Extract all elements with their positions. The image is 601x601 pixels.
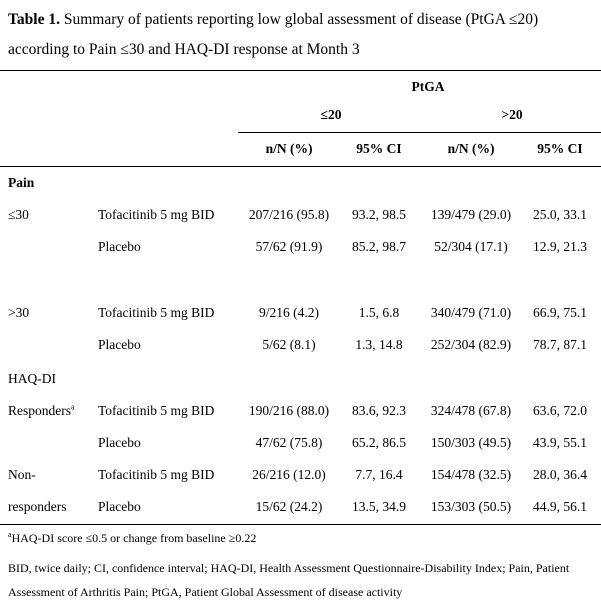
cell-ci-le20: 85.2, 98.7: [352, 239, 406, 254]
cell-ci-le20: 65.2, 86.5: [352, 435, 406, 450]
cell-nn-gt20: 324/478 (67.8): [430, 403, 512, 418]
abbreviations-line-1: BID, twice daily; CI, confidence interval; HAQ-DI, Health Assessment Questionnaire-Disability Index; Pain, Patient: [8, 561, 570, 575]
cell-ci-gt20: 12.9, 21.3: [533, 239, 587, 254]
top-rule: [0, 70, 601, 71]
cell-nn-gt20: 153/303 (50.5): [430, 499, 512, 514]
row-category: Non-: [8, 467, 36, 482]
cell-nn-le20: 15/62 (24.2): [255, 499, 323, 514]
cell-nn-gt20: 154/478 (32.5): [430, 467, 512, 482]
row-category: ≤30: [8, 207, 29, 222]
cell-nn-gt20: 52/304 (17.1): [434, 239, 508, 254]
table-title: [8, 12, 538, 28]
cell-ci-le20: 93.2, 98.5: [352, 207, 406, 222]
row-treatment: Placebo: [98, 239, 141, 254]
cell-nn-gt20: 139/479 (29.0): [430, 207, 512, 222]
col-header-ci-2: 95% CI: [537, 141, 583, 156]
abbreviations-line-2: Assessment of Arthritis Pain; PtGA, Patient Global Assessment of disease activity: [8, 585, 403, 599]
table-label: Table 1.: [8, 11, 60, 28]
cell-ci-gt20: 63.6, 72.0: [533, 403, 587, 418]
cell-nn-le20: 26/216 (12.0): [252, 467, 326, 482]
cell-ci-le20: 83.6, 92.3: [352, 403, 406, 418]
col-header-nn-1: n/N (%): [265, 141, 313, 156]
footnote: $^a$HAQ-DI score ≤0.5 or change from baseline ≥0.22: [8, 530, 257, 545]
cell-nn-le20: 5/62 (8.1): [262, 337, 316, 352]
cell-ci-le20: 1.3, 14.8: [355, 337, 403, 352]
row-treatment: Tofacitinib 5 mg BID: [98, 403, 215, 418]
cell-ci-gt20: 66.9, 75.1: [533, 305, 587, 320]
row-category: >30: [8, 305, 30, 320]
row-treatment: Placebo: [98, 499, 141, 514]
section-haq-di: HAQ-DI: [8, 371, 56, 386]
row-category: responders: [8, 499, 67, 514]
row-treatment: Placebo: [98, 435, 141, 450]
subgroup-header-gt20: >20: [501, 107, 523, 122]
bottom-rule: [0, 524, 601, 525]
row-treatment: Placebo: [98, 337, 141, 352]
group-header-ptga: PtGA: [411, 79, 445, 94]
cell-nn-gt20: 252/304 (82.9): [430, 337, 512, 352]
cell-ci-gt20: 43.9, 55.1: [533, 435, 587, 450]
cell-nn-le20: 207/216 (95.8): [248, 207, 330, 222]
cell-nn-le20: 9/216 (4.2): [259, 305, 319, 320]
col-header-ci-1: 95% CI: [356, 141, 402, 156]
cell-ci-le20: 1.5, 6.8: [358, 305, 400, 320]
subgroup-header-le20: ≤20: [320, 107, 342, 122]
cell-nn-le20: 57/62 (91.9): [255, 239, 323, 254]
cell-ci-gt20: 25.0, 33.1: [533, 207, 587, 222]
section-pain: Pain: [8, 175, 35, 190]
row-treatment: Tofacitinib 5 mg BID: [98, 207, 215, 222]
row-treatment: Tofacitinib 5 mg BID: [98, 467, 215, 482]
cell-nn-le20: 47/62 (75.8): [255, 435, 323, 450]
cell-ci-gt20: 78.7, 87.1: [533, 337, 587, 352]
row-category: Responders$^a$: [8, 402, 75, 418]
subgroup-rule: [238, 132, 601, 133]
cell-ci-gt20: 28.0, 36.4: [533, 467, 587, 482]
cell-ci-gt20: 44.9, 56.1: [533, 499, 587, 514]
cell-nn-le20: 190/216 (88.0): [248, 403, 330, 418]
title-line-1: Summary of patients reporting low global assessment of disease (PtGA ≤20): [59, 11, 539, 28]
row-treatment: Tofacitinib 5 mg BID: [98, 305, 215, 320]
title-line-2: according to Pain ≤30 and HAQ-DI response at Month 3: [8, 41, 360, 58]
header-rule: [0, 166, 601, 167]
cell-nn-gt20: 150/303 (49.5): [430, 435, 512, 450]
cell-ci-le20: 7.7, 16.4: [355, 467, 403, 482]
cell-nn-gt20: 340/479 (71.0): [430, 305, 512, 320]
cell-ci-le20: 13.5, 34.9: [352, 499, 406, 514]
col-header-nn-2: n/N (%): [447, 141, 495, 156]
